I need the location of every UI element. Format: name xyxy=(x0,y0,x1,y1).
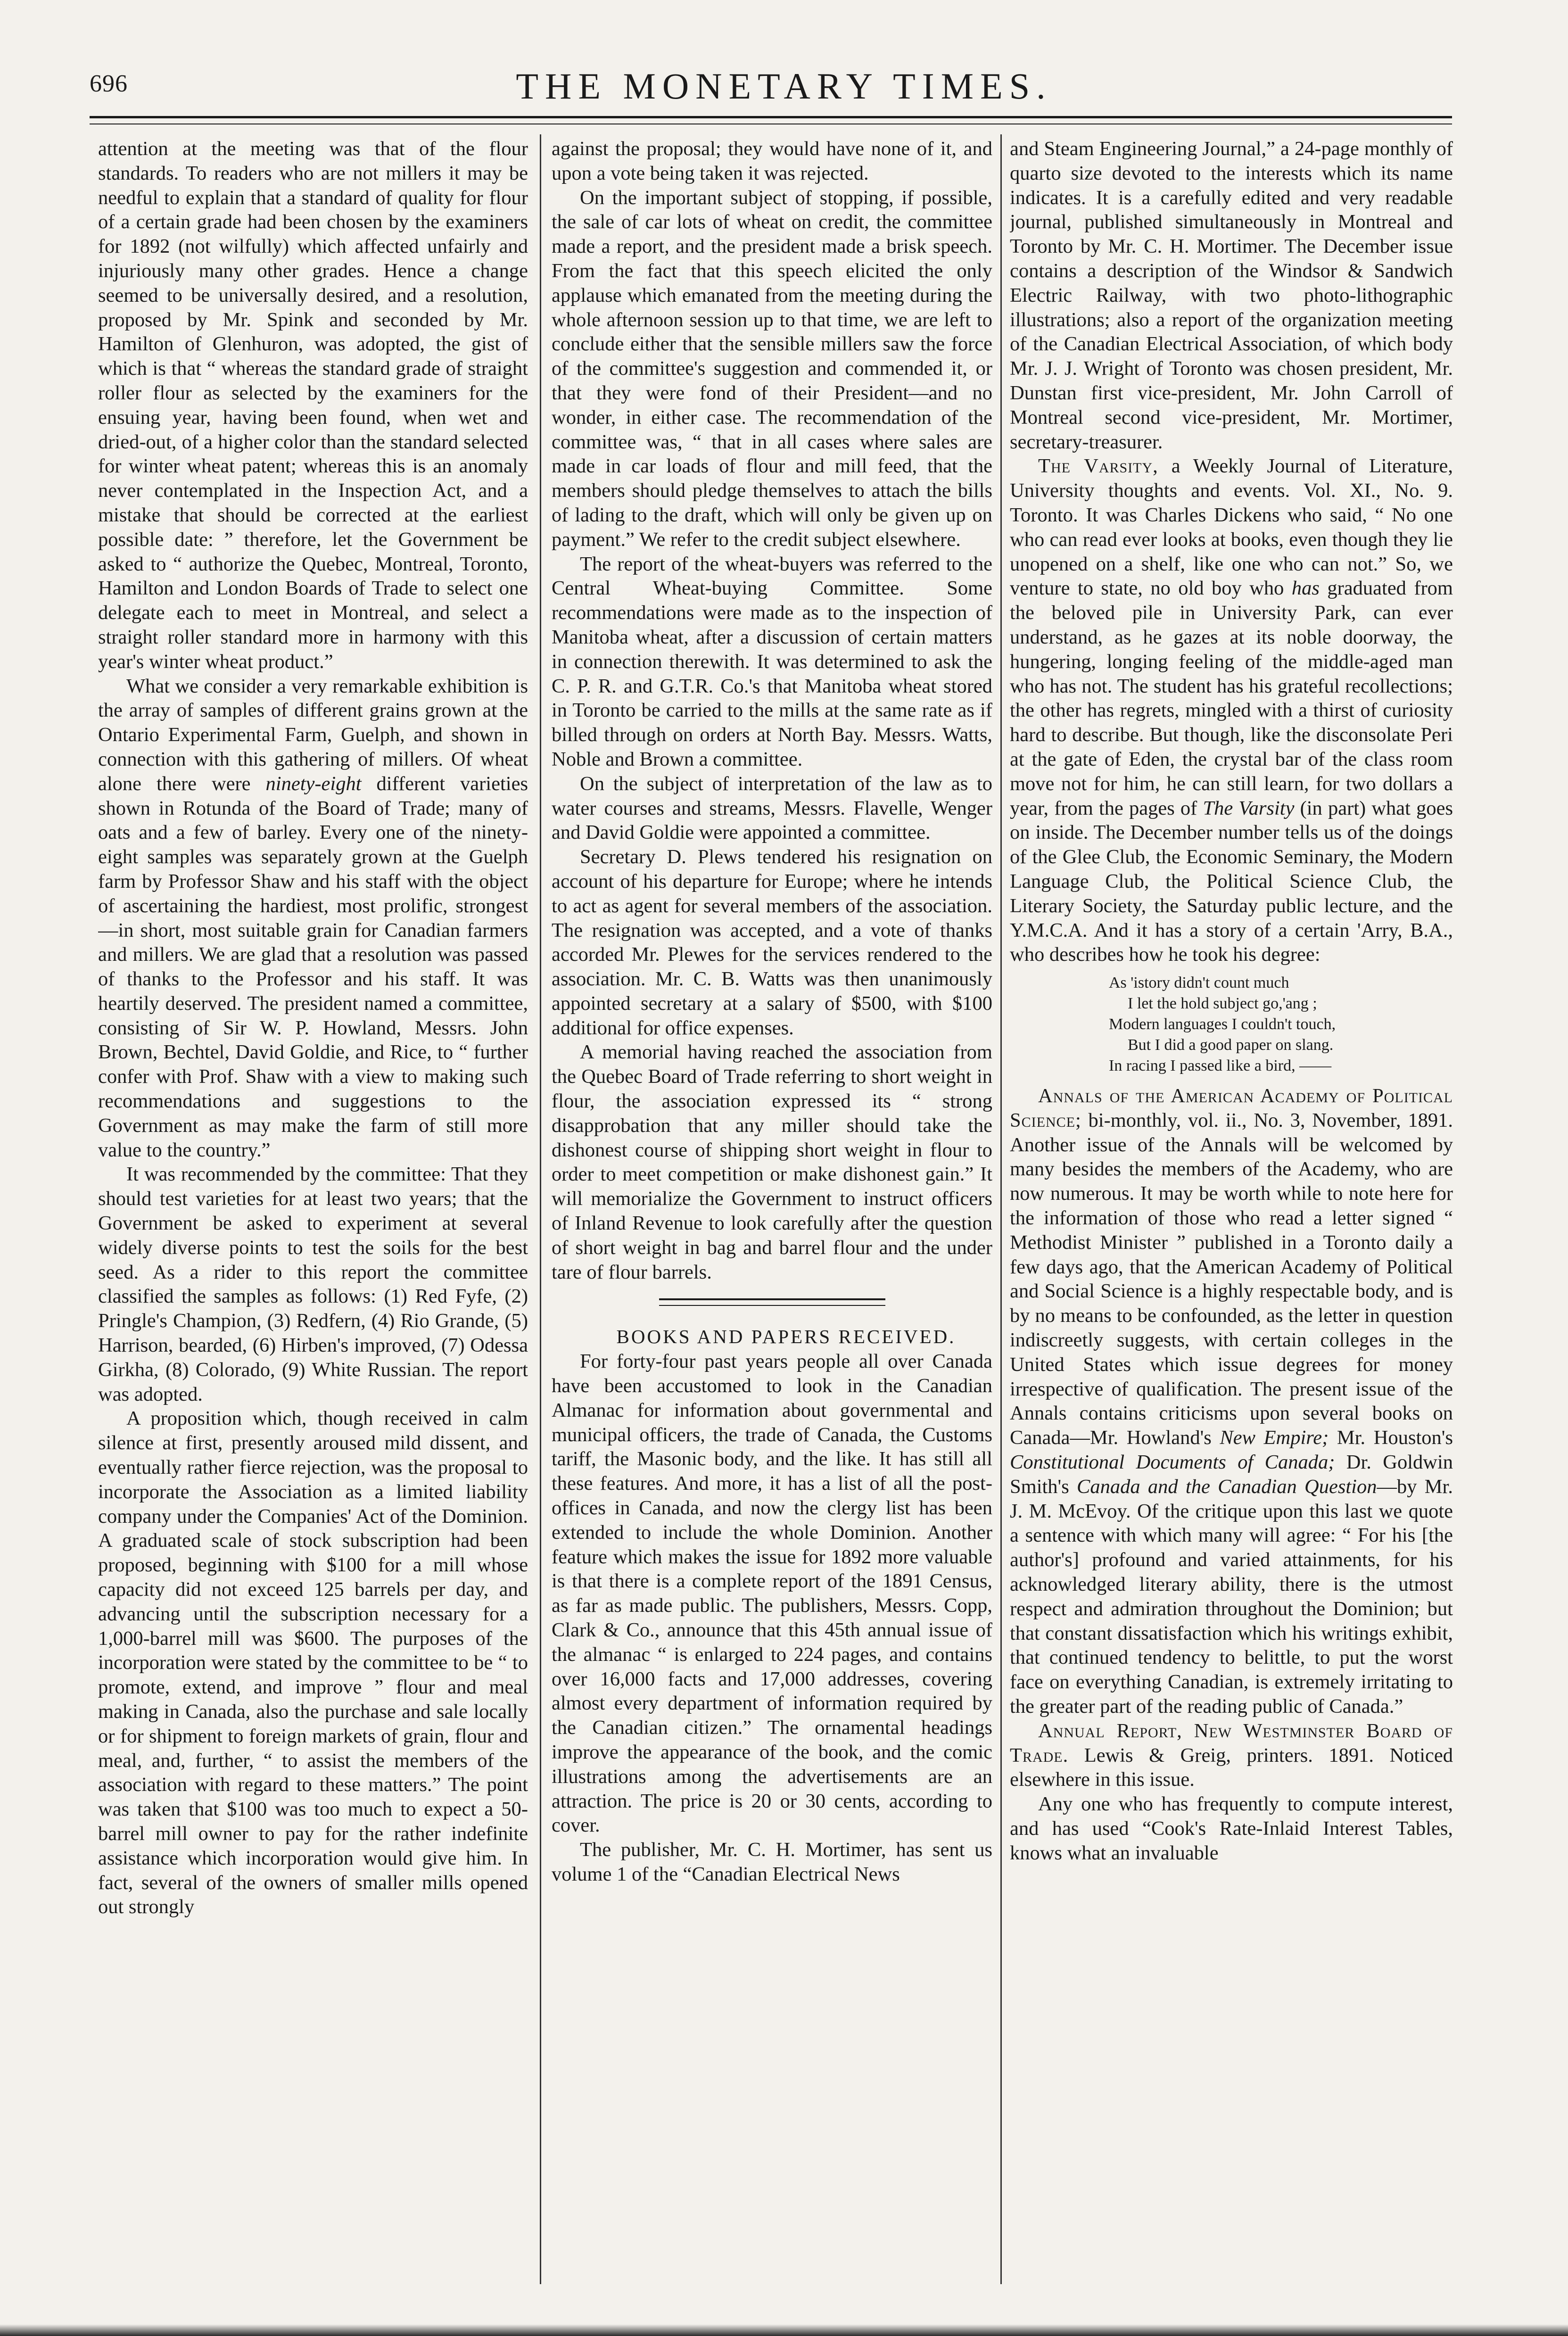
poem-line: In racing I passed like a bird, —— xyxy=(1109,1057,1332,1075)
column-divider-1 xyxy=(540,134,541,2284)
italic-text: New Empire; xyxy=(1220,1427,1329,1449)
paragraph: The Varsity, a Weekly Journal of Literature, University thoughts and events. Vol. XI., No. 9. Toronto. It was Charles Dickens who said, “ No one who can read ever looks at books, even though they lie unopened on a shelf, like one who can not.” So, we venture to state, no old boy who has graduated from the beloved pile in University Park, can ever understand, as he gazes at its noble doorway, the hungering, longing feeling of the middle-aged man who has not. The student has his grateful recollections; the other has regrets, mingled with a thirst of curiosity hard to describe. But though, like the disconsolate Peri at the gate of Eden, the crystal bar of the class room move not for him, he can still learn, for two dollars a year, from the pages of The Varsity (in part) what goes on inside. The December number tells us of the doings of the Glee Club, the Economic Seminary, the Modern Language Club, the Political Science Club, the Literary Society, the Saturday public lecture, and the Y.M.C.A. And it has a story of a certain 'Arry, B.A., who describes how he took his degree: xyxy=(1010,455,1453,966)
lead-in: Annals of the American Academy of Political Science; xyxy=(1010,1085,1453,1131)
paragraph: A proposition which, though received in calm silence at first, presently aroused mild dissent, and eventually rather fierce rejection, was the proposal to incorporate the Association as a limited liability company under the Companies' Act of the Dominion. A graduated scale of stock subscription had been proposed, beginning with $100 for a mill whose capacity did not exceed 125 barrels per day, and advancing until the subscription necessary for a 1,000-barrel mill was $600. The purposes of the incorporation were stated by the committee to be “ to promote, extend, and improve ” flour and meal making in Canada, also the purchase and sale locally or for shipment to foreign markets of grain, flour and meal, and, further, “ to assist the members of the association with regard to these matters.” The point was taken that $100 was too much to expect a 50-barrel mill owner to pay for the rather indefinite assistance which incorporation would give him. In fact, several of the owners of smaller mills opened out strongly xyxy=(98,1407,528,1918)
lead-in: The Varsity, xyxy=(1038,455,1158,478)
paragraph: A memorial having reached the association from the Quebec Board of Trade referring to short weight in flour, the association expressed its “ strong disapprobation that any miller should take the dishonest course of shipping short weight in flour to order to meet competition or make dishonest gain.” It will memorialize the Government to instruct officers of Inland Revenue to look carefully after the question of short weight in bag and barrel flour and the under tare of flour barrels. xyxy=(552,1041,992,1283)
paragraph: against the proposal; they would have none of it, and upon a vote being taken it was rejected. xyxy=(552,138,992,184)
paragraph: Annual Report, New Westminster Board of Trade. Lewis & Greig, printers. 1891. Noticed elsewhere in this issue. xyxy=(1010,1719,1453,1791)
italic-text: The Varsity xyxy=(1203,797,1295,819)
header-rule-thick xyxy=(90,116,1452,118)
paragraph: Annals of the American Academy of Political Science; bi-monthly, vol. ii., No. 3, November, 1891. Another issue of the Annals will be welcomed by many besides the members of the Academy, who are now numerous. It may be worth while to note here for the information of those who read a letter signed “ Methodist Minister ” published in a Toronto daily a few days ago, that the American Academy of Political and Social Science is a highly respectable body, and is by no means to be confounded, as the letter in question indiscreetly suggests, with certain colleges in the United States which issue degrees for money irrespective of qualification. The present issue of the Annals contains criticisms upon several books on Canada—Mr. Howland's New Empire; Mr. Houston's Constitutional Documents of Canada; Dr. Goldwin Smith's Canada and the Canadian Question—by Mr. J. M. McEvoy. Of the critique upon this last we quote a sentence with which many will agree: “ For his [the author's] profound and varied attainments, for his acknowledged literary ability, there is the utmost respect and admiration throughout the Dominion; but that constant dissatisfaction which his writings exhibit, that continued tendency to belittle, to put the worst face on everything Canadian, is extremely irritating to the greater part of the reading public of Canada.” xyxy=(1010,1085,1453,1718)
italic-text: Canada and the Canadian Question xyxy=(1077,1475,1377,1498)
lead-in: Annual Report, New Westminster Board of Trade. xyxy=(1010,1719,1453,1766)
section-heading: BOOKS AND PAPERS RECEIVED. xyxy=(616,1326,956,1348)
paragraph: What we consider a very remarkable exhibition is the array of samples of different grains grown at the Ontario Experimental Farm, Guelph, and shown in connection with this gathering of millers. Of wheat alone there were ninety-eight different varieties shown in Rotunda of the Board of Trade; many of oats and a few of barley. Every one of the ninety-eight samples was separately grown at the Guelph farm by Professor Shaw and his staff with the object of ascertaining the hardiest, most prolific, strongest—in short, most suitable grain for Canadian farmers and millers. We are glad that a resolution was passed of thanks to the Professor and his staff. It was heartily deserved. The president named a committee, consisting of Sir W. P. Howland, Messrs. John Brown, Bechtel, David Goldie, and Rice, to “ further confer with Prof. Shaw with a view to making such recommendations and suggestions to the Government as may make the farm of still more value to the country.” xyxy=(98,675,528,1161)
paragraph: Secretary D. Plews tendered his resignation on account of his departure for Europe; where he intends to act as agent for several members of the association. The resignation was accepted, and a vote of thanks accorded Mr. Plewes for the services rendered to the association. Mr. C. B. Watts was then unanimously appointed secretary at a salary of $500, with $100 additional for office expenses. xyxy=(552,846,992,1039)
column-1 xyxy=(98,137,528,2286)
italic-text: ninety-eight xyxy=(265,772,362,795)
poem-line: As 'istory didn't count much xyxy=(1109,974,1289,992)
column-3 xyxy=(1010,137,1453,2286)
page-number: 696 xyxy=(90,70,128,97)
paragraph: It was recommended by the committee: That they should test varieties for at least two years; that the Government be asked to experiment at several widely diverse points to test the soils for the best seed. As a rider to this report the committee classified the samples as follows: (1) Red Fyfe, (2) Pringle's Champion, (3) Redfern, (4) Rio Grande, (5) Harrison, bearded, (6) Hirben's improved, (7) Odessa Girkha, (8) Colorado, (9) White Russian. The report was adopted. xyxy=(98,1163,528,1405)
paragraph: For forty-four past years people all over Canada have been accustomed to look in the Canadian Almanac for information about governmental and municipal officers, the trade of Canada, the Customs tariff, the Masonic body, and the like. It has still all these features. And more, it has a list of all the post-offices in Canada, and now the clergy list has been extended to include the whole Dominion. Another feature which makes the issue for 1892 more valuable is that there is a complete report of the 1891 Census, as far as made public. The publishers, Messrs. Copp, Clark & Co., announce that this 45th annual issue of the almanac “ is enlarged to 224 pages, and contains over 16,000 facts and 17,000 addresses, covering almost every department of information required by the Canadian citizen.” The ornamental headings improve the appearance of the book, and the comic illustrations among the advertisements are an attraction. The price is 20 or 30 cents, according to cover. xyxy=(552,1350,992,1837)
poem-line: But I did a good paper on slang. xyxy=(1128,1036,1334,1054)
paragraph: The report of the wheat-buyers was referred to the Central Wheat-buying Committee. Some recommendations were made as to the inspection of Manitoba wheat, after a discussion of certain matters in connection therewith. It was determined to ask the C. P. R. and G.T.R. Co.'s that Manitoba wheat stored in Toronto be carried to the mills at the same rate as if billed through on orders at North Bay. Messrs. Watts, Noble and Brown a committee. xyxy=(552,553,992,770)
paragraph: and Steam Engineering Journal,” a 24-page monthly of quarto size devoted to the interests which its name indicates. It is a carefully edited and very readable journal, published simultaneously in Montreal and Toronto by Mr. C. H. Mortimer. The December issue contains a description of the Windsor & Sandwich Electric Railway, with two photo-lithographic illustrations; also a report of the organization meeting of the Canadian Electrical Association, of which body Mr. J. J. Wright of Toronto was chosen president, Mr. Dunstan first vice-president, Mr. John Carroll of Montreal second vice-president, Mr. Mortimer, secretary-treasurer. xyxy=(1010,138,1453,453)
column-divider-2 xyxy=(1000,134,1002,2284)
poem-line: Modern languages I couldn't touch, xyxy=(1109,1015,1336,1033)
paragraph: On the important subject of stopping, if possible, the sale of car lots of wheat on credit, the committee made a report, and the president made a brisk speech. From the fact that this speech elicited the only applause which emanated from the meeting during the whole afternoon session up to that time, we are left to conclude either that the sensible millers saw the force of the committee's suggestion and commended it, or that they were fond of their President—and no wonder, in either case. The recommendation of the committee was, “ that in all cases where sales are made in car loads of flour and mill feed, that the members should pledge themselves to attach the bills of lading to the draft, which will only be given up on payment.” We refer to the credit subject elsewhere. xyxy=(552,186,992,551)
italic-text: has xyxy=(1291,577,1320,600)
paragraph: Any one who has frequently to compute interest, and has used “Cook's Rate-Inlaid Interest Tables, knows what an invaluable xyxy=(1010,1793,1453,1864)
poem xyxy=(1109,973,1453,1076)
paragraph: On the subject of interpretation of the law as to water courses and streams, Messrs. Flavelle, Wenger and David Goldie were appointed a committee. xyxy=(552,772,992,844)
italic-text: Constitutional Documents of Canada; xyxy=(1010,1451,1335,1474)
paragraph: The publisher, Mr. C. H. Mortimer, has sent us volume 1 of the “Canadian Electrical News xyxy=(552,1839,992,1885)
page-bottom-edge xyxy=(0,2324,1568,2336)
column-2 xyxy=(552,137,992,2286)
section-rule xyxy=(659,1298,885,1300)
paragraph: attention at the meeting was that of the flour standards. To readers who are not millers it may be needful to explain that a standard of quality for flour of a certain grade had been chosen by the examiners for 1892 (not wilfully) which affected unfairly and injuriously many other grades. Hence a change seemed to be universally desired, and a resolution, proposed by Mr. Spink and seconded by Mr. Hamilton of Glenhuron, was adopted, the gist of which is that “ whereas the standard grade of straight roller flour as selected by the examiners for the ensuing year, having been found, when wet and dried-out, of a higher color than the standard selected for winter wheat patent; whereas this is an anomaly never contemplated in the Inspection Act, and a mistake that should be corrected at the earliest possible date: ” therefore, let the Government be asked to “ authorize the Quebec, Montreal, Toronto, Hamilton and London Boards of Trade to select one delegate each to meet in Montreal, and select a straight roller standard more in harmony with this year's winter wheat product.” xyxy=(98,138,528,673)
section-rule xyxy=(659,1305,885,1306)
masthead-title: THE MONETARY TIMES. xyxy=(516,66,1052,107)
poem-line: I let the hold subject go,'ang ; xyxy=(1128,995,1317,1013)
